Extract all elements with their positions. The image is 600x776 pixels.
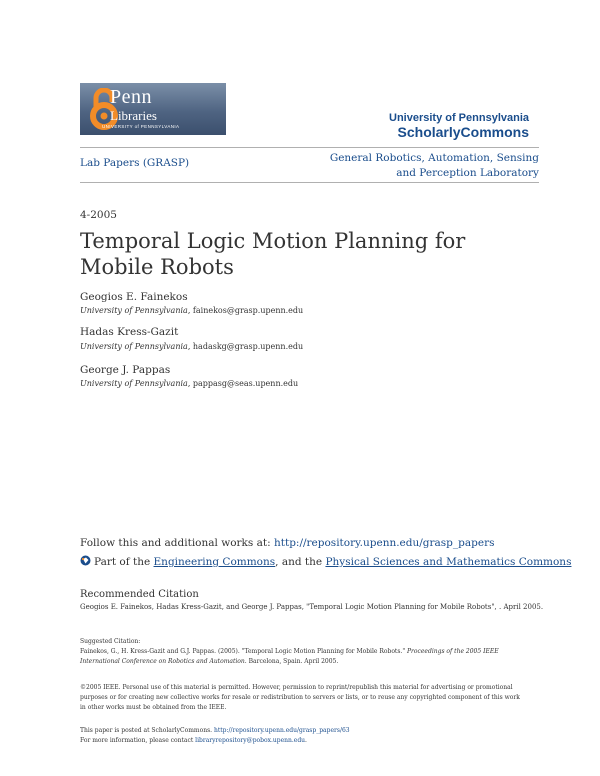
- institution-name[interactable]: University of Pennsylvania: [389, 112, 529, 124]
- grasp-papers-link[interactable]: http://repository.upenn.edu/grasp_papers: [274, 537, 495, 549]
- suggested-citation-end: Barcelona, Spain. April 2005.: [246, 658, 339, 665]
- author-name: George J. Pappas: [80, 364, 171, 376]
- suggested-citation-heading: Suggested Citation:: [80, 638, 141, 645]
- physical-sciences-commons-link[interactable]: Physical Sciences and Mathematics Commons: [325, 556, 572, 568]
- divider-top: [80, 147, 539, 148]
- divider-bottom: [80, 182, 539, 183]
- author-affiliation: [80, 379, 298, 388]
- part-of-prefix: Part of the: [94, 556, 154, 568]
- contact-end: .: [305, 737, 307, 744]
- commons-network-icon: [80, 555, 91, 566]
- suggested-citation-plain: Fainekos, G., H. Kress-Gazit and G.J. Pappas. (2005). "Temporal Logic Motion Planning for Mobile Robots.": [80, 648, 407, 655]
- recommended-citation-text: Geogios E. Fainekos, Hadas Kress-Gazit, and George J. Pappas, "Temporal Logic Motion Planning for Mobile Robots", . April 2005.: [80, 603, 544, 611]
- author-email: , pappasg@seas.upenn.edu: [187, 379, 299, 388]
- author-name: Hadas Kress-Gazit: [80, 326, 179, 338]
- author-email: , fainekos@grasp.upenn.edu: [187, 306, 304, 315]
- part-of-mid: , and the: [275, 556, 326, 568]
- contact-email-link[interactable]: libraryrepository@pobox.upenn.edu: [195, 737, 306, 744]
- suggested-citation-text: [80, 647, 520, 667]
- paper-title: Temporal Logic Motion Planning for Mobile Robots: [80, 229, 466, 279]
- author-email: , hadaskg@grasp.upenn.edu: [187, 342, 304, 351]
- logo-tagline: UNIVERSITY of PENNSYLVANIA: [102, 124, 180, 129]
- part-of-line: [80, 555, 571, 568]
- contact-line: [80, 737, 307, 744]
- department-link[interactable]: General Robotics, Automation, Sensing and Perception Laboratory: [329, 152, 539, 179]
- paper-link[interactable]: http://repository.upenn.edu/grasp_papers/63: [213, 727, 350, 734]
- author-affiliation: [80, 342, 303, 351]
- follow-text: Follow this and additional works at:: [80, 537, 274, 549]
- publication-date: 4-2005: [80, 209, 117, 221]
- logo-word: Penn: [110, 86, 152, 108]
- author-name: Geogios E. Fainekos: [80, 291, 188, 303]
- follow-line: [80, 537, 494, 549]
- author-affiliation: [80, 306, 303, 315]
- contact-text: For more information, please contact: [80, 737, 196, 744]
- logo-subtitle: Libraries: [110, 108, 157, 123]
- affiliation-name: University of Pennsylvania: [80, 379, 188, 388]
- copyright-notice: ©2005 IEEE. Personal use of this material is permitted. However, permission to reprint/republish this material for advertising or promotional purposes or for creating new collective works for resale or redistribution to servers or lists, or to reuse any copyrighted component of this work in other works must be obtained from the IEEE.: [80, 684, 520, 711]
- repository-name[interactable]: ScholarlyCommons: [397, 124, 529, 140]
- series-link[interactable]: Lab Papers (GRASP): [80, 157, 190, 169]
- affiliation-name: University of Pennsylvania: [80, 306, 188, 315]
- recommended-citation-heading: Recommended Citation: [80, 589, 199, 600]
- engineering-commons-link[interactable]: Engineering Commons: [153, 556, 276, 568]
- posted-line: [80, 727, 350, 734]
- penn-libraries-logo[interactable]: [80, 83, 226, 135]
- suggested-citation-venue: Proceedings of the 2005 IEEE International Conference on Robotics and Automation.: [80, 648, 499, 665]
- posted-text: This paper is posted at ScholarlyCommons.: [80, 727, 214, 734]
- affiliation-name: University of Pennsylvania: [80, 342, 188, 351]
